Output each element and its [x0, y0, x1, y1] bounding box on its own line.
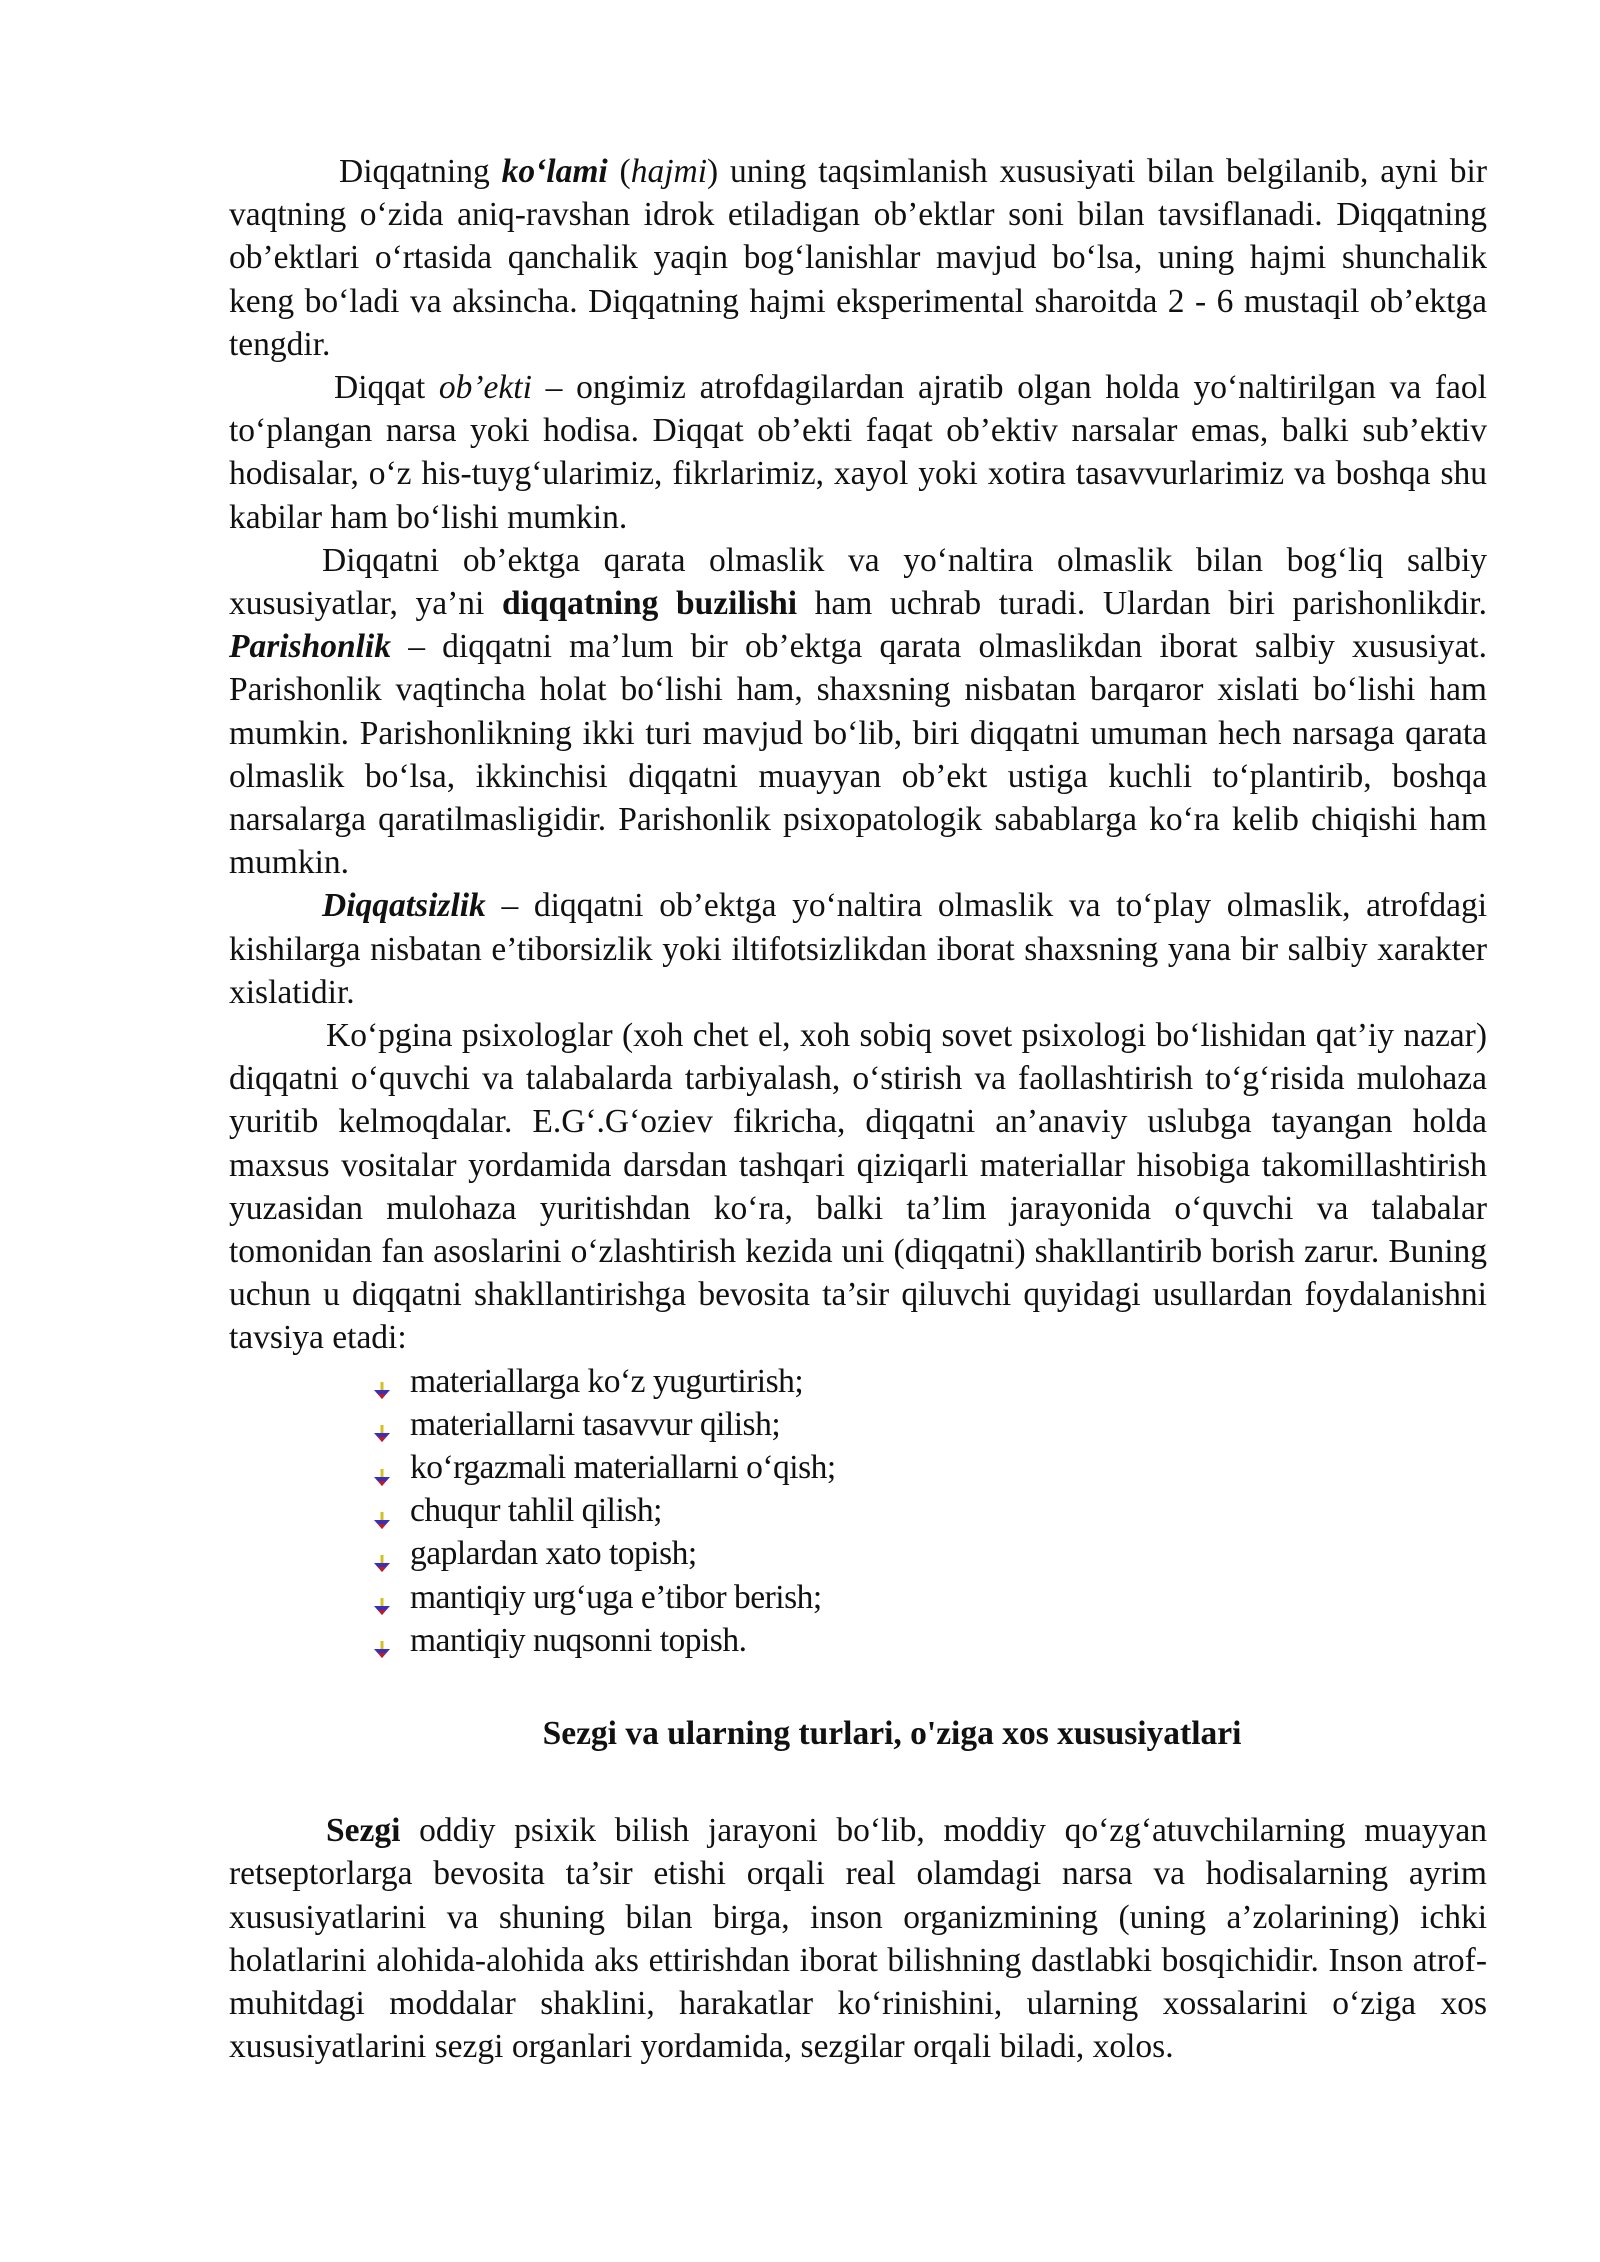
text-run: ( — [607, 153, 631, 190]
down-arrow-bullet-icon — [371, 1370, 393, 1392]
down-arrow-bullet-icon — [371, 1586, 393, 1608]
down-arrow-bullet-icon — [371, 1500, 393, 1522]
list-item-label: gaplardan xato topish; — [410, 1535, 697, 1573]
paragraph-attention-volume — [229, 150, 1487, 366]
list-item-label: mantiqiy urg‘uga e’tibor berish; — [410, 1578, 822, 1616]
list-item — [371, 1360, 1487, 1403]
down-arrow-bullet-icon — [371, 1413, 393, 1435]
text-run: – ongimiz atrofdagilardan ajratib olgan holda yo‘naltirilgan va faol to‘plangan narsa yoki hodisa. Diqqat ob’ekti faqat ob’ektiv narsalar emas, balki sub’ektiv hodisalar, o‘z his-tuyg‘ularimiz, fikrlarimiz, xayol yoki xotira tasavvurlarimiz va boshqa shu kabilar ham bo‘lishi mumkin. — [229, 369, 1487, 536]
list-item-label: mantiqiy nuqsonni topish. — [410, 1621, 747, 1659]
term-hajmi: hajmi — [630, 153, 708, 190]
list-item-label: chuqur tahlil qilish; — [410, 1492, 662, 1530]
down-arrow-bullet-icon — [371, 1543, 393, 1565]
text-run: ham uchrab turadi. Ulardan biri parishonlikdir. — [797, 585, 1487, 623]
down-arrow-bullet-icon — [371, 1629, 393, 1651]
text-run: – diqqatni ob’ektga yo‘naltira olmaslik va to‘play olmaslik, atrofdagi kishilarga nisbatan e’tiborsizlik yoki iltifotsizlikdan iborat shaxsning yana bir salbiy xarakter xislatidir. — [229, 887, 1487, 1011]
term-attention-disorder: diqqatning buzilishi — [501, 585, 798, 623]
list-item — [371, 1532, 1487, 1575]
text-run: ) uning taqsimlanish xususiyati bilan belgilanib, ayni bir vaqtning o‘zida aniq-ravshan idrok etiladigan ob’ektlar soni bilan tavsiflanadi. Diqqatning ob’ektlari o‘rtasida qanchalik yaqin bog‘lanishlar mavjud bo‘lsa, uning hajmi shunchalik keng bo‘ladi va aksincha. Diqqatning hajmi eksperimental sharoitda 2 - 6 mustaqil ob’ektga tengdir. — [229, 153, 1487, 363]
term-object: ob’ekti — [438, 369, 532, 407]
term-sensation: Sezgi — [326, 1812, 401, 1850]
list-item-label: materiallarni tasavvur qilish; — [410, 1405, 781, 1443]
term-inattention: Diqqatsizlik — [322, 887, 486, 925]
text-run: Diqqatning — [339, 153, 502, 190]
methods-list — [229, 1360, 1487, 1662]
list-item — [371, 1446, 1487, 1489]
list-item-label: materiallarga ko‘z yugurtirish; — [410, 1362, 804, 1400]
paragraph-sensation — [229, 1809, 1487, 2068]
list-item — [371, 1576, 1487, 1619]
section-title: Sezgi va ularning turlari, o'ziga xos xususiyatlari — [542, 1715, 1242, 1752]
list-item — [371, 1403, 1487, 1446]
list-item-label: ko‘rgazmali materiallarni o‘qish; — [410, 1449, 836, 1487]
text-run: Diqqatni ob’ektga qarata olmaslik va yo‘naltira olmaslik bilan bog‘liq salbiy xususiyatlar, ya’ni — [229, 541, 1487, 623]
paragraph-psychologists — [229, 1014, 1487, 1360]
paragraph-attention-disorder — [229, 539, 1487, 885]
term-volume: ko‘lami — [501, 153, 608, 190]
list-item — [371, 1619, 1487, 1662]
text-run: – diqqatni ma’lum bir ob’ektga qarata olmaslikdan iborat salbiy xususiyat. Parishonlik vaqtincha holat bo‘lishi ham, shaxsning nisbatan barqaror xislati bo‘lishi ham mumkin. Parishonlikning ikki turi mavjud bo‘lib, biri diqqatni umuman hech narsaga qarata olmaslik bo‘lsa, ikkinchisi diqqatni muayyan ob’ekt ustiga kuchli to‘plantirib, boshqa narsalarga qaratilmasligidir. Parishonlik psixopatologik sabablarga ko‘ra kelib chiqishi ham mumkin. — [229, 628, 1487, 882]
text-run: Diqqat — [334, 369, 439, 407]
document-page — [229, 150, 1487, 2068]
paragraph-inattention — [229, 884, 1487, 1014]
list-item — [371, 1489, 1487, 1532]
text-run: oddiy psixik bilish jarayoni bo‘lib, moddiy qo‘zg‘atuvchilarning muayyan retseptorlarga bevosita ta’sir etishi orqali real olamdagi narsa va hodisalarning ayrim xususiyatlarini va shuning bilan birga, inson organizmining (uning a’zolarining) ichki holatlarini alohida-alohida aks ettirishdan iborat bilishning dastlabki bosqichidir. Inson atrof-muhitdagi moddalar shaklini, harakatlar ko‘rinishini, ularning xossalarini o‘ziga xos xususiyatlarini sezgi organlari yordamida, sezgilar orqali biladi, xolos. — [229, 1812, 1487, 2066]
term-absent-mindedness: Parishonlik — [229, 628, 391, 666]
down-arrow-bullet-icon — [371, 1457, 393, 1479]
text-run: Ko‘pgina psixologlar (xoh chet el, xoh sobiq sovet psixologi bo‘lishidan qat’iy nazar) diqqatni o‘quvchi va talabalarda tarbiyalash, o‘stirish va faollashtirish to‘g‘risida mulohaza yuritib kelmoqdalar. E.G‘.G‘oziev fikricha, diqqatni an’anaviy uslubga tayangan holda maxsus vositalar yordamida darsdan tashqari qiziqarli materiallar hisobiga takomillashtirish yuzasidan mulohaza yuritishdan ko‘ra, balki ta’lim jarayonida o‘quvchi va talabalar tomonidan fan asoslarini o‘zlashtirish kezida uni (diqqatni) shakllantirib borish zarur. Buning uchun u diqqatni shakllantirishga bevosita ta’sir qiluvchi quyidagi usullardan foydalanishni tavsiya etadi: — [229, 1017, 1487, 1357]
paragraph-attention-object — [229, 366, 1487, 539]
